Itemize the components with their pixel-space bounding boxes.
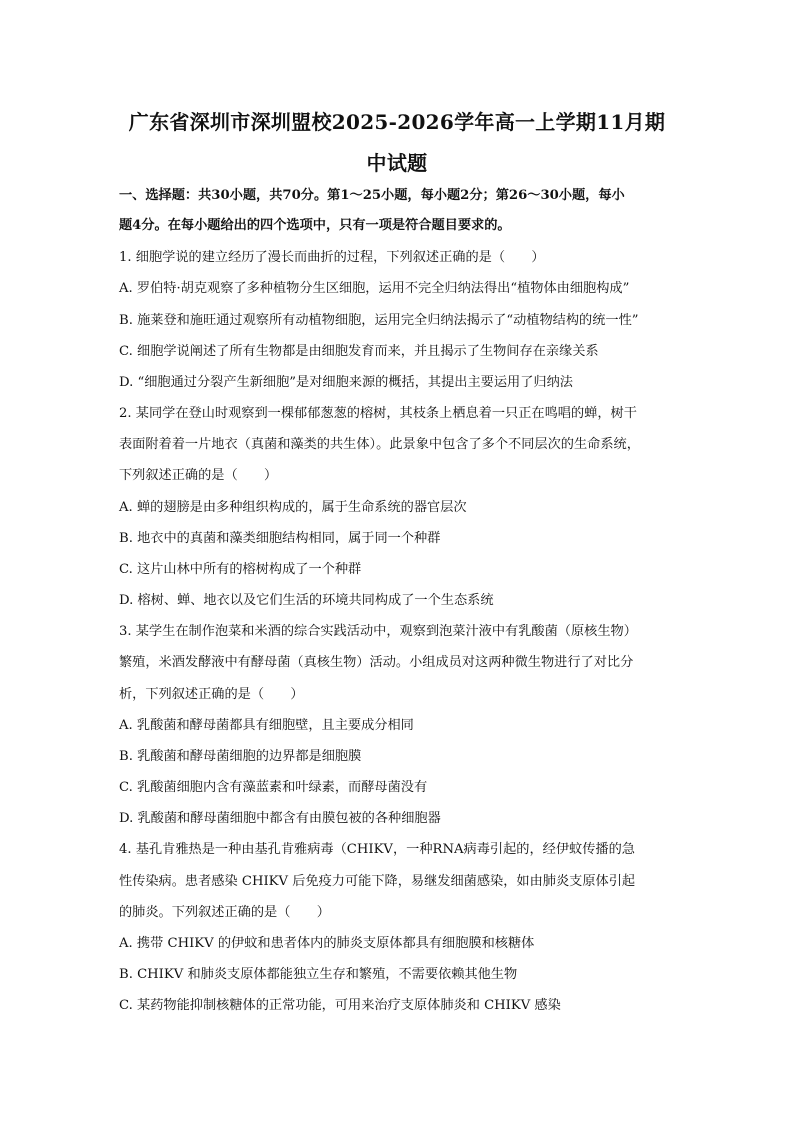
section-instructions: 一、选择题：共30小题，共70分。第1～25小题，每小题2分；第26～30小题，每小 [119,188,625,203]
question-4-option-b: B. CHIKV 和肺炎支原体都能独立生存和繁殖，不需要依赖其他生物 [119,967,518,982]
question-2-option-c: C. 这片山林中所有的榕树构成了一个种群 [119,562,362,577]
question-3-option-d: D. 乳酸菌和酵母菌细胞中都含有由膜包被的各种细胞器 [119,811,441,826]
question-2-stem: 表面附着着一片地衣（真菌和藻类的共生体）。此景象中包含了多个不同层次的生命系统， [119,437,640,452]
question-1-stem: 1. 细胞学说的建立经历了漫长而曲折的过程，下列叙述正确的是（ ） [119,250,545,265]
page-title-continued: 中试题 [366,151,428,175]
question-2-option-b: B. 地衣中的真菌和藻类细胞结构相同，属于同一个种群 [119,531,441,546]
question-4-stem: 性传染病。患者感染 CHIKV 后免疫力可能下降，易继发细菌感染，如由肺炎支原体引起 [119,874,636,889]
question-4-stem: 4. 基孔肯雅热是一种由基孔肯雅病毒（CHIKV，一种RNA病毒引起的，经伊蚊传播的急 [119,842,635,857]
question-3-option-b: B. 乳酸菌和酵母菌细胞的边界都是细胞膜 [119,749,362,764]
page-title: 广东省深圳市深圳盟校2025-2026学年高一上学期11月期 [128,110,666,134]
question-4-option-a: A. 携带 CHIKV 的伊蚊和患者体内的肺炎支原体都具有细胞膜和核糖体 [119,936,535,951]
question-2-option-d: D. 榕树、蝉、地衣以及它们生活的环境共同构成了一个生态系统 [119,593,494,608]
question-4-option-c: C. 某药物能抑制核糖体的正常功能，可用来治疗支原体肺炎和 CHIKV 感染 [119,998,561,1013]
question-3-stem: 析，下列叙述正确的是（ ） [119,687,304,702]
question-1-option-b: B. 施莱登和施旺通过观察所有动植物细胞，运用完全归纳法揭示了“动植物结构的统一性” [119,313,639,328]
question-1-option-d: D. “细胞通过分裂产生新细胞”是对细胞来源的概括，其提出主要运用了归纳法 [119,375,573,390]
question-2-stem: 下列叙述正确的是（ ） [119,468,278,483]
question-4-stem: 的肺炎。下列叙述正确的是（ ） [119,905,330,920]
question-2-stem: 2. 某同学在登山时观察到一棵郁郁葱葱的榕树，其枝条上栖息着一只正在鸣唱的蝉，树干 [119,406,637,421]
question-3-stem: 3. 某学生在制作泡菜和米酒的综合实践活动中，观察到泡菜汁液中有乳酸菌（原核生物） [119,624,637,639]
question-2-option-a: A. 蝉的翅膀是由多种组织构成的，属于生命系统的器官层次 [119,500,467,515]
section-instructions: 题4分。在每小题给出的四个选项中，只有一项是符合题目要求的。 [119,218,511,233]
question-3-option-a: A. 乳酸菌和酵母菌都具有细胞壁，且主要成分相同 [119,718,414,733]
question-1-option-c: C. 细胞学说阐述了所有生物都是由细胞发育而来，并且揭示了生物间存在亲缘关系 [119,344,599,359]
question-1-option-a: A. 罗伯特·胡克观察了多种植物分生区细胞，运用不完全归纳法得出“植物体由细胞构成” [119,281,630,296]
question-3-option-c: C. 乳酸菌细胞内含有藻蓝素和叶绿素，而酵母菌没有 [119,780,428,795]
question-3-stem: 繁殖，米酒发酵液中有酵母菌（真核生物）活动。小组成员对这两种微生物进行了对比分 [119,655,634,670]
